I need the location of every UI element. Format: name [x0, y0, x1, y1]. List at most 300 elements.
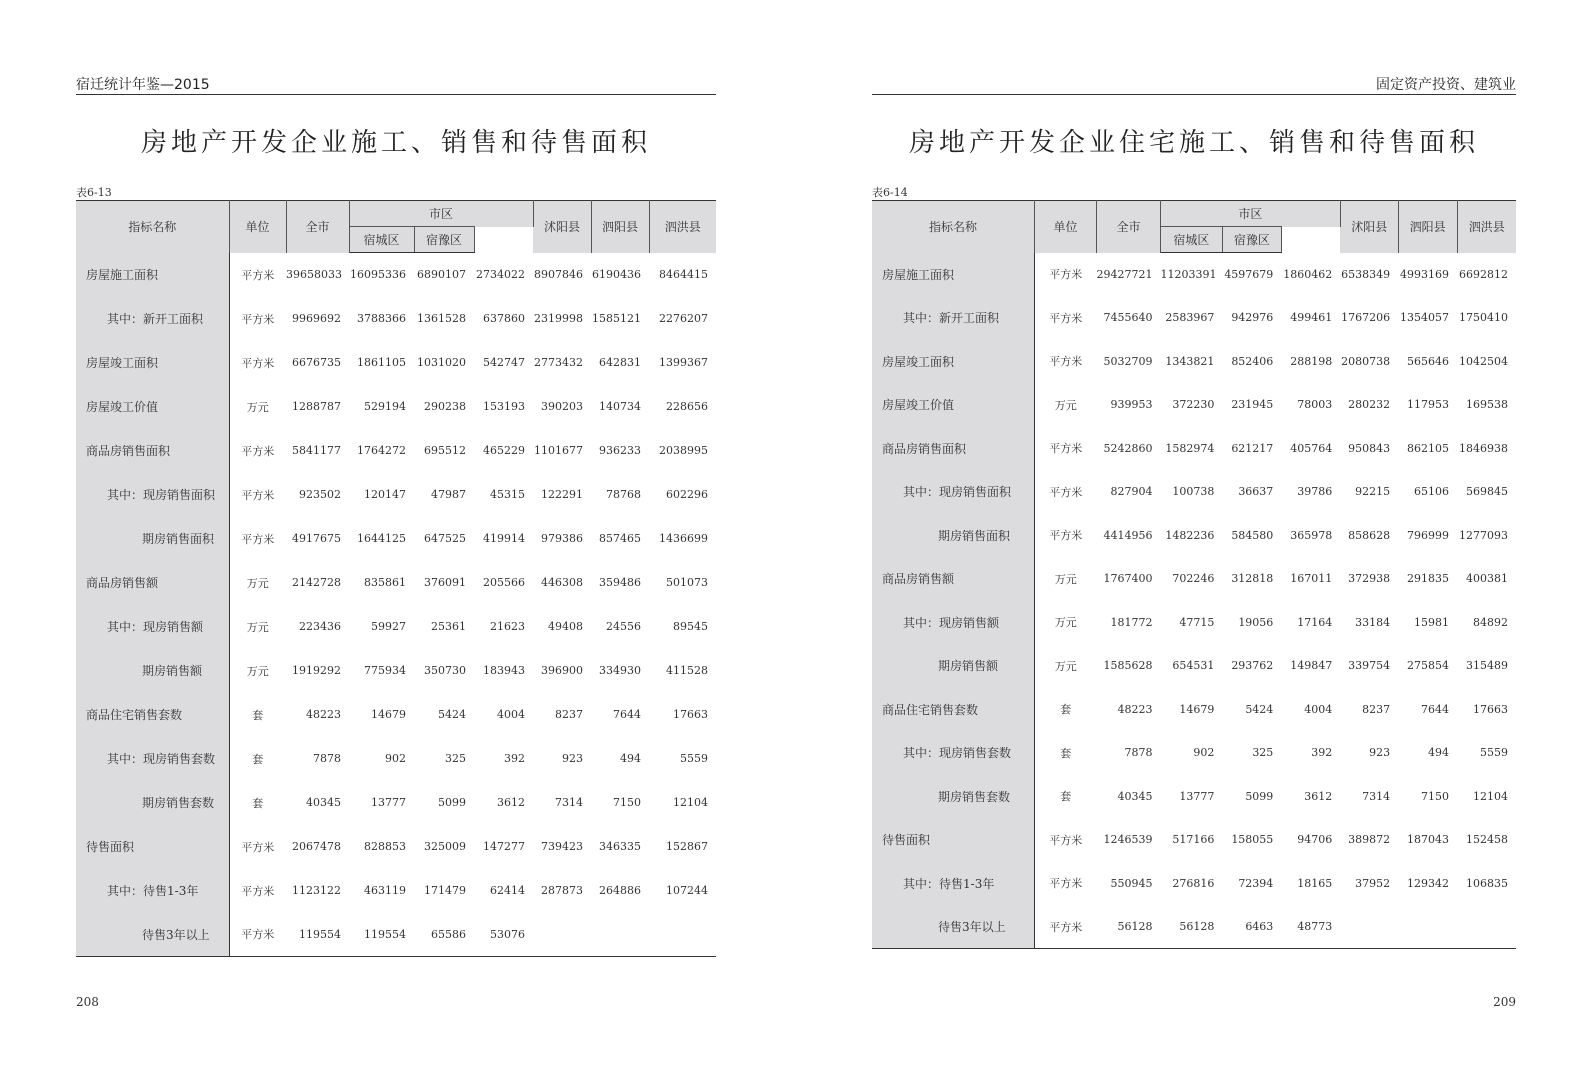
row-value: 647525: [424, 532, 466, 545]
row-value: 2773432: [534, 356, 584, 369]
row-value: 499461: [1290, 311, 1333, 325]
row-indicator-name: 其中：现房销售面积: [76, 473, 229, 517]
row-value: 59927: [371, 620, 406, 633]
row-value: 47987: [431, 488, 466, 501]
row-unit: 平方米: [1049, 529, 1083, 543]
table-row: [76, 517, 716, 561]
row-value: 858628: [1348, 528, 1391, 542]
row-value: 129342: [1407, 876, 1450, 890]
row-value: 16095336: [350, 268, 406, 282]
row-indicator-name: 其中：现房销售套数: [76, 737, 229, 781]
row-value: [591, 913, 649, 957]
row-value: 1919292: [292, 664, 341, 677]
row-value: 396900: [541, 664, 584, 677]
running-head: 宿迁统计年鉴—2015: [76, 74, 716, 95]
header-siyang: 泗阳县: [591, 201, 649, 253]
row-value: 48223: [306, 708, 341, 721]
row-unit: 万元: [246, 664, 269, 678]
row-value: 2038995: [659, 444, 709, 457]
row-value: 171479: [424, 884, 466, 897]
row-value: 8237: [1362, 702, 1391, 716]
row-value: 3612: [1304, 789, 1333, 803]
row-value: 569845: [1466, 485, 1508, 499]
row-indicator-name: 期房销售面积: [76, 517, 229, 561]
row-unit: 平方米: [1049, 355, 1083, 369]
row-value: 2067478: [292, 840, 341, 853]
table-row: [872, 296, 1516, 340]
row-value: 827904: [1110, 485, 1153, 499]
table-row: [872, 427, 1516, 471]
row-value: 392: [1311, 746, 1333, 760]
row-value: 702246: [1172, 572, 1215, 586]
row-value: 40345: [1117, 789, 1153, 803]
row-value: 5559: [680, 752, 709, 765]
right-page: [872, 0, 1516, 1077]
row-indicator-name: 其中：待售1-3年: [76, 869, 229, 913]
header-city: 全市: [286, 201, 349, 253]
row-value: 695512: [424, 444, 466, 457]
row-value: 17164: [1297, 615, 1333, 629]
row-value: 529194: [364, 400, 406, 413]
table-row: [76, 649, 716, 693]
table-row: [76, 253, 716, 297]
table-number: 表6-14: [872, 186, 908, 199]
row-indicator-name: 期房销售套数: [872, 775, 1035, 819]
row-value: 942976: [1231, 311, 1274, 325]
row-value: 411528: [666, 664, 709, 677]
row-unit: 万元: [1054, 398, 1077, 412]
row-value: 47715: [1179, 615, 1215, 629]
row-value: 100738: [1172, 485, 1215, 499]
row-unit: 万元: [1054, 616, 1077, 630]
row-value: 48223: [1117, 702, 1153, 716]
row-value: 796999: [1407, 528, 1450, 542]
row-indicator-name: 商品住宅销售套数: [76, 693, 229, 737]
row-value: 2080738: [1341, 354, 1391, 368]
table-row: [872, 862, 1516, 906]
row-value: 902: [1193, 746, 1215, 760]
row-value: 187043: [1407, 833, 1450, 847]
row-value: 72394: [1238, 876, 1274, 890]
header-suyu: 宿豫区: [1222, 227, 1281, 253]
header-sucheng: 宿城区: [1160, 227, 1222, 253]
row-indicator-name: 其中：现房销售额: [872, 601, 1035, 645]
table-row: [76, 825, 716, 869]
row-value: [1457, 905, 1516, 949]
row-value: 119554: [364, 927, 406, 941]
row-value: 33184: [1355, 615, 1391, 629]
row-value: 288198: [1290, 354, 1333, 368]
row-value: 312818: [1231, 572, 1274, 586]
row-value: 1361528: [417, 312, 466, 325]
row-value: 392: [504, 752, 526, 765]
row-indicator-name: 房屋竣工面积: [872, 340, 1035, 384]
row-value: 7878: [313, 752, 341, 765]
row-value: 446308: [541, 576, 584, 589]
row-value: 979386: [541, 532, 584, 545]
row-indicator-name: 期房销售额: [872, 644, 1035, 688]
row-value: 78768: [606, 488, 642, 501]
header-sihong: 泗洪县: [1457, 201, 1516, 253]
row-unit: 万元: [1054, 572, 1077, 586]
row-indicator-name: 房屋竣工价值: [872, 383, 1035, 427]
row-value: 6692812: [1459, 267, 1508, 281]
row-value: 7150: [613, 796, 642, 809]
row-unit: 平方米: [241, 884, 275, 898]
row-value: 24556: [606, 620, 642, 633]
row-value: 1343821: [1165, 354, 1215, 368]
row-unit: 套: [1060, 790, 1072, 804]
row-value: 1644125: [357, 532, 406, 545]
row-value: 45315: [490, 488, 526, 501]
row-value: 828853: [364, 840, 406, 853]
table-row: [872, 340, 1516, 384]
row-value: 89545: [673, 620, 709, 633]
row-value: 5032709: [1103, 354, 1153, 368]
table-row: [76, 737, 716, 781]
row-value: 149847: [1290, 659, 1333, 673]
row-value: 40345: [306, 796, 341, 809]
row-value: 389872: [1348, 833, 1391, 847]
row-value: 463119: [364, 884, 406, 897]
row-value: 642831: [599, 356, 642, 369]
row-value: 8237: [555, 708, 584, 721]
row-value: 325: [445, 752, 466, 765]
row-value: 501073: [666, 576, 709, 589]
row-value: 350730: [424, 664, 466, 677]
row-value: 39786: [1297, 485, 1333, 499]
header-indicator: 指标名称: [872, 201, 1035, 253]
row-value: 2276207: [659, 312, 709, 325]
row-value: 365978: [1290, 528, 1333, 542]
row-value: 29427721: [1096, 267, 1153, 281]
row-value: 275854: [1407, 659, 1450, 673]
row-value: 4993169: [1400, 267, 1450, 281]
row-value: 65106: [1414, 485, 1450, 499]
row-value: 19056: [1238, 615, 1274, 629]
row-value: 290238: [424, 400, 466, 413]
row-unit: 套: [1060, 703, 1072, 717]
row-value: 400381: [1466, 572, 1508, 586]
row-value: 12104: [673, 796, 709, 809]
row-value: 1354057: [1400, 311, 1450, 325]
row-value: 5559: [1480, 746, 1508, 760]
row-value: 147277: [483, 840, 526, 853]
row-value: 4004: [497, 708, 526, 721]
row-value: 7314: [555, 796, 584, 809]
row-value: 17663: [673, 708, 709, 721]
row-indicator-name: 待售面积: [76, 825, 229, 869]
row-value: 291835: [1407, 572, 1450, 586]
table-row: [872, 775, 1516, 819]
table-row: [872, 470, 1516, 514]
page-number: 208: [76, 995, 99, 1009]
row-value: 637860: [483, 312, 526, 325]
row-value: 6676735: [292, 356, 341, 369]
row-value: 231945: [1231, 398, 1274, 412]
row-value: 280232: [1348, 398, 1391, 412]
row-value: 372230: [1172, 398, 1215, 412]
row-value: 183943: [483, 664, 526, 677]
row-unit: 套: [252, 708, 264, 722]
row-unit: 平方米: [241, 312, 275, 326]
row-unit: 套: [252, 796, 264, 810]
row-value: 13777: [1179, 789, 1215, 803]
table-body: [76, 253, 716, 957]
row-indicator-name: 期房销售套数: [76, 781, 229, 825]
header-city: 全市: [1096, 201, 1160, 253]
row-value: [1398, 905, 1457, 949]
table-row: [76, 605, 716, 649]
row-value: 293762: [1231, 659, 1274, 673]
row-value: 8464415: [659, 268, 709, 281]
row-indicator-name: 商品房销售额: [872, 557, 1035, 601]
row-value: 346335: [599, 840, 642, 853]
row-value: 152867: [666, 840, 709, 853]
table-row: [76, 341, 716, 385]
row-indicator-name: 其中：待售1-3年: [872, 862, 1035, 906]
row-value: 602296: [666, 488, 709, 501]
table-row: [872, 818, 1516, 862]
row-value: 862105: [1407, 441, 1450, 455]
table-row: [76, 429, 716, 473]
row-unit: 平方米: [1049, 877, 1083, 891]
table-row: [872, 253, 1516, 297]
row-value: 14679: [1179, 702, 1215, 716]
row-value: 56128: [1179, 920, 1215, 933]
row-unit: 套: [252, 752, 264, 766]
row-value: 1750410: [1459, 311, 1508, 325]
table-row: [76, 781, 716, 825]
table-row: [76, 297, 716, 341]
row-value: 56128: [1117, 920, 1153, 933]
table-row: [76, 385, 716, 429]
row-unit: 平方米: [241, 444, 275, 458]
row-unit: 平方米: [241, 488, 275, 502]
table-row: [872, 731, 1516, 775]
row-value: 936233: [599, 444, 642, 457]
row-value: 5424: [438, 708, 466, 721]
row-value: [1340, 905, 1398, 949]
table-number: 表6-13: [76, 186, 112, 199]
row-value: 5242860: [1103, 441, 1153, 455]
row-value: 339754: [1348, 659, 1391, 673]
row-unit: 平方米: [241, 928, 275, 942]
row-value: 153193: [483, 400, 526, 413]
row-indicator-name: 商品住宅销售套数: [872, 688, 1035, 732]
row-value: 517166: [1172, 833, 1215, 847]
row-value: 465229: [483, 444, 526, 457]
row-value: 36637: [1238, 485, 1274, 499]
row-unit: 平方米: [1049, 311, 1083, 325]
row-value: 419914: [483, 532, 526, 545]
row-value: 1031020: [417, 356, 466, 369]
table-body: [872, 253, 1516, 949]
row-indicator-name: 商品房销售额: [76, 561, 229, 605]
header-unit: 单位: [1035, 201, 1097, 253]
row-value: 25361: [431, 620, 466, 633]
row-value: 1482236: [1165, 528, 1215, 542]
row-value: 49408: [548, 620, 584, 633]
row-value: 494: [1428, 746, 1450, 760]
row-unit: 平方米: [1049, 485, 1083, 499]
row-value: 359486: [599, 576, 642, 589]
row-value: 107244: [666, 884, 709, 897]
row-unit: 万元: [246, 576, 269, 590]
row-value: 48773: [1297, 920, 1333, 933]
row-value: 1042504: [1459, 354, 1508, 368]
row-value: 7644: [1421, 702, 1450, 716]
row-value: 39658033: [286, 268, 342, 281]
table-row: [872, 688, 1516, 732]
row-value: 6190436: [592, 268, 642, 281]
row-value: 11203391: [1160, 268, 1217, 281]
row-value: 1582974: [1165, 441, 1215, 455]
row-value: 14679: [371, 708, 406, 721]
row-value: 852406: [1231, 354, 1274, 368]
header-suyu: 宿豫区: [414, 227, 474, 253]
row-value: 542747: [483, 356, 526, 369]
row-value: 7314: [1362, 789, 1391, 803]
row-value: 6463: [1245, 920, 1274, 933]
row-value: 7644: [613, 708, 642, 721]
row-value: 223436: [299, 620, 341, 633]
row-value: 494: [620, 752, 642, 765]
table-row: [76, 869, 716, 913]
row-indicator-name: 房屋施工面积: [872, 253, 1035, 297]
row-value: 621217: [1231, 441, 1274, 455]
row-value: 8907846: [534, 268, 584, 281]
running-head: 固定资产投资、建筑业: [872, 74, 1516, 95]
row-value: 169538: [1466, 398, 1508, 412]
row-value: 181772: [1110, 615, 1153, 629]
header-indicator: 指标名称: [76, 201, 229, 253]
row-value: 835861: [364, 576, 406, 589]
row-unit: 万元: [1054, 659, 1077, 673]
row-value: 3612: [497, 796, 526, 809]
row-value: 654531: [1172, 659, 1215, 673]
row-indicator-name: 待售3年以上: [872, 905, 1035, 949]
statistics-table: [76, 200, 716, 957]
row-value: 4414956: [1103, 528, 1153, 542]
row-value: 325009: [424, 840, 466, 853]
row-value: 550945: [1110, 876, 1153, 890]
row-value: 2142728: [292, 576, 341, 589]
row-value: 405764: [1290, 441, 1333, 455]
row-value: 6890107: [417, 268, 466, 282]
row-value: 1436699: [659, 532, 709, 545]
left-page: [76, 0, 716, 1077]
row-value: 372938: [1348, 572, 1391, 586]
row-value: 94706: [1297, 833, 1333, 847]
row-value: 4597679: [1224, 268, 1274, 281]
row-indicator-name: 待售3年以上: [76, 913, 229, 957]
row-unit: 平方米: [1049, 268, 1083, 282]
row-value: 1101677: [534, 444, 584, 457]
row-value: 1585628: [1103, 659, 1153, 673]
header-siyang: 泗阳县: [1398, 201, 1457, 253]
row-unit: 平方米: [1049, 442, 1083, 456]
row-value: 53076: [490, 927, 526, 941]
row-value: 228656: [666, 400, 709, 413]
row-value: 4004: [1304, 702, 1333, 716]
row-value: 923: [1369, 746, 1391, 760]
row-value: 1764272: [357, 444, 406, 457]
row-indicator-name: 其中：现房销售额: [76, 605, 229, 649]
row-value: 17663: [1473, 702, 1508, 716]
row-unit: 套: [1060, 746, 1072, 760]
row-value: 902: [385, 752, 406, 765]
table-row: [76, 693, 716, 737]
row-value: 3788366: [357, 312, 406, 325]
row-value: 12104: [1473, 789, 1508, 803]
row-value: 7455640: [1103, 311, 1153, 325]
row-value: 390203: [541, 400, 584, 413]
row-value: 923: [562, 752, 584, 765]
table-row: [872, 905, 1516, 949]
row-value: 287873: [541, 884, 584, 897]
row-value: 1767206: [1341, 311, 1391, 325]
row-value: 65586: [431, 927, 466, 941]
table-row: [76, 473, 716, 517]
row-indicator-name: 商品房销售面积: [872, 427, 1035, 471]
row-value: 122291: [541, 488, 584, 501]
row-indicator-name: 期房销售面积: [872, 514, 1035, 558]
row-value: 4917675: [292, 532, 341, 545]
row-value: 1246539: [1103, 833, 1153, 847]
row-value: 1585121: [592, 312, 642, 325]
row-value: 140734: [599, 400, 642, 413]
row-value: 205566: [483, 576, 526, 589]
table-row: [872, 557, 1516, 601]
row-value: 6538349: [1341, 267, 1391, 281]
row-value: 117953: [1407, 398, 1450, 412]
row-value: 264886: [599, 884, 642, 897]
row-value: 7150: [1421, 789, 1450, 803]
row-value: 9969692: [292, 312, 341, 325]
header-shuyang: 沭阳县: [533, 201, 591, 253]
row-value: 584580: [1231, 528, 1274, 542]
row-value: 2583967: [1165, 311, 1215, 325]
row-value: 2319998: [534, 312, 584, 325]
row-value: 15981: [1414, 615, 1450, 629]
header-shuyang: 沭阳县: [1340, 201, 1398, 253]
row-value: 119554: [299, 927, 341, 941]
row-unit: 平方米: [241, 840, 275, 854]
header-urban: 市区: [1160, 201, 1340, 227]
row-indicator-name: 其中：现房销售面积: [872, 470, 1035, 514]
row-value: 950843: [1348, 441, 1391, 455]
row-value: 120147: [364, 488, 406, 501]
table-title: 房地产开发企业施工、销售和待售面积: [140, 128, 651, 158]
row-value: 1288787: [292, 400, 341, 413]
row-value: [649, 913, 716, 957]
row-value: 92215: [1355, 485, 1391, 499]
row-value: 1399367: [659, 356, 709, 369]
row-value: 2734022: [476, 268, 526, 281]
row-indicator-name: 房屋竣工面积: [76, 341, 229, 385]
row-value: 334930: [599, 664, 642, 677]
row-value: 5424: [1245, 702, 1274, 716]
header-unit: 单位: [229, 201, 286, 253]
row-value: 1767400: [1103, 572, 1153, 586]
row-value: 37952: [1355, 876, 1391, 890]
row-value: 1277093: [1459, 528, 1508, 542]
row-value: 325: [1252, 746, 1274, 760]
row-indicator-name: 其中：新开工面积: [76, 297, 229, 341]
row-value: 167011: [1290, 572, 1333, 586]
row-value: 7878: [1124, 746, 1153, 760]
